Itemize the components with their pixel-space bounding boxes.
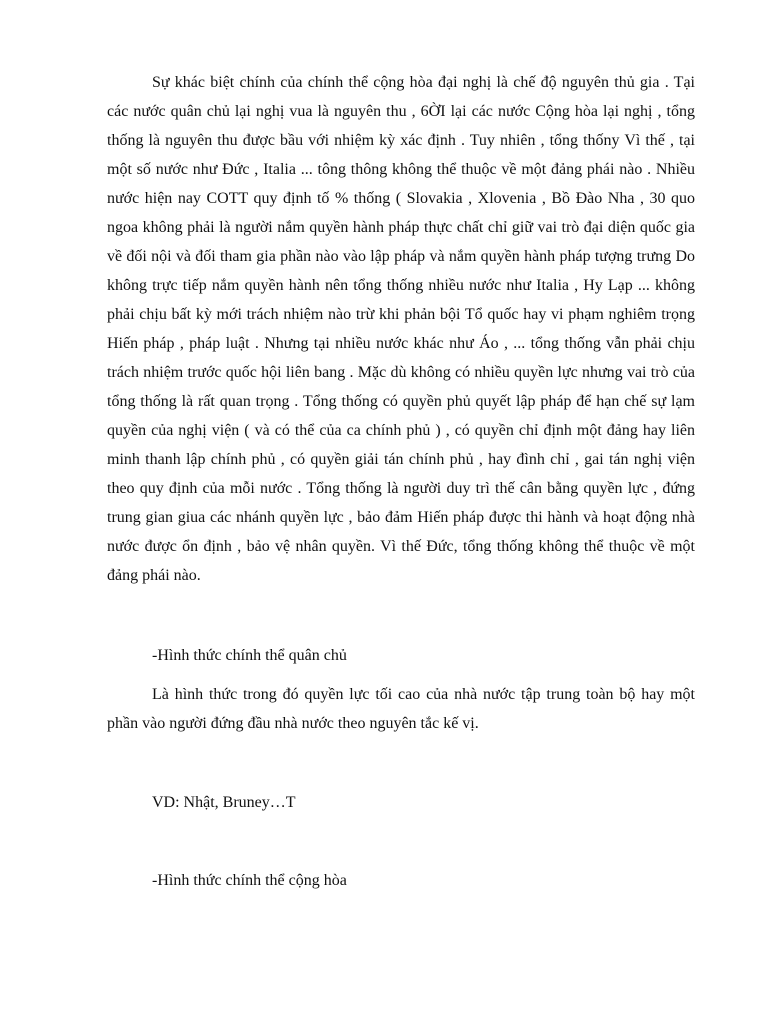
heading-monarchy: -Hình thức chính thể quân chủ [152,647,347,664]
paragraph-monarchy-definition: Là hình thức trong đó quyền lực tối cao của nhà nước tập trung toàn bộ hay một phần vào người đứng đầu nhà nước theo nguyên tắc kế vị. [107,686,695,732]
paragraph-republic-parliamentary: Sự khác biệt chính của chính thể cộng hòa đại nghị là chế độ nguyên thủ gia . Tại các nước quân chủ lại nghị vua là nguyên thu , 6ỜI lại các nước Cộng hòa lại nghị , tổng thống là nguyên thu được bầu với nhiệm kỳ xác định . Tuy nhiên , tổng thốny Vì thế , tại một số nước như Đức , Italia ... tông thông không thể thuộc về một đảng phái nào . Nhiều nước hiện nay COTT quy định tố % thống ( Slovakia , Xlovenia , Bồ Đào Nha , 30 quo ngoa không phải là người nắm quyền hành pháp thực chất chỉ giữ vai trò đại diện quốc gia về đối nội và đối tham gia phần nào vào lập pháp và nắm quyền hành pháp tượng trưng Do không trực tiếp nắm quyền hành nên tổng thống nhiều nước như Italia , Hy Lạp ... không phải chịu bất kỳ mới trách nhiệm nào trừ khi phản bội Tổ quốc hay vi phạm nghiêm trọng Hiến pháp , pháp luật . Nhưng tại nhiều nước khác như Áo , ... tổng thống vẫn phải chịu trách nhiệm trước quốc hội liên bang . Mặc dù không có nhiều quyền lực nhưng vai trò của tổng thống là rất quan trọng . Tổng thống có quyền phủ quyết lập pháp để hạn chế sự lạm quyền của nghị viện ( và có thể của ca chính phủ ) , có quyền chỉ định một đảng hay liên minh thanh lập chính phủ , có quyền giải tán chính phủ , hay đình chỉ , gai tán nghị viện theo quy định của mỗi nước . Tổng thống là người duy trì thế cân bằng quyền lực , đứng trung gian giua các nhánh quyền lực , bảo đảm Hiến pháp được thi hành và hoạt động nhà nước được ổn định , bảo vệ nhân quyền. Vì thế Đức, tổng thống không thể thuộc về một đảng phái nào. [107,74,695,584]
heading-republic: -Hình thức chính thể cộng hòa [152,872,347,889]
example-line: VD: Nhật, Bruney…T [152,794,296,811]
